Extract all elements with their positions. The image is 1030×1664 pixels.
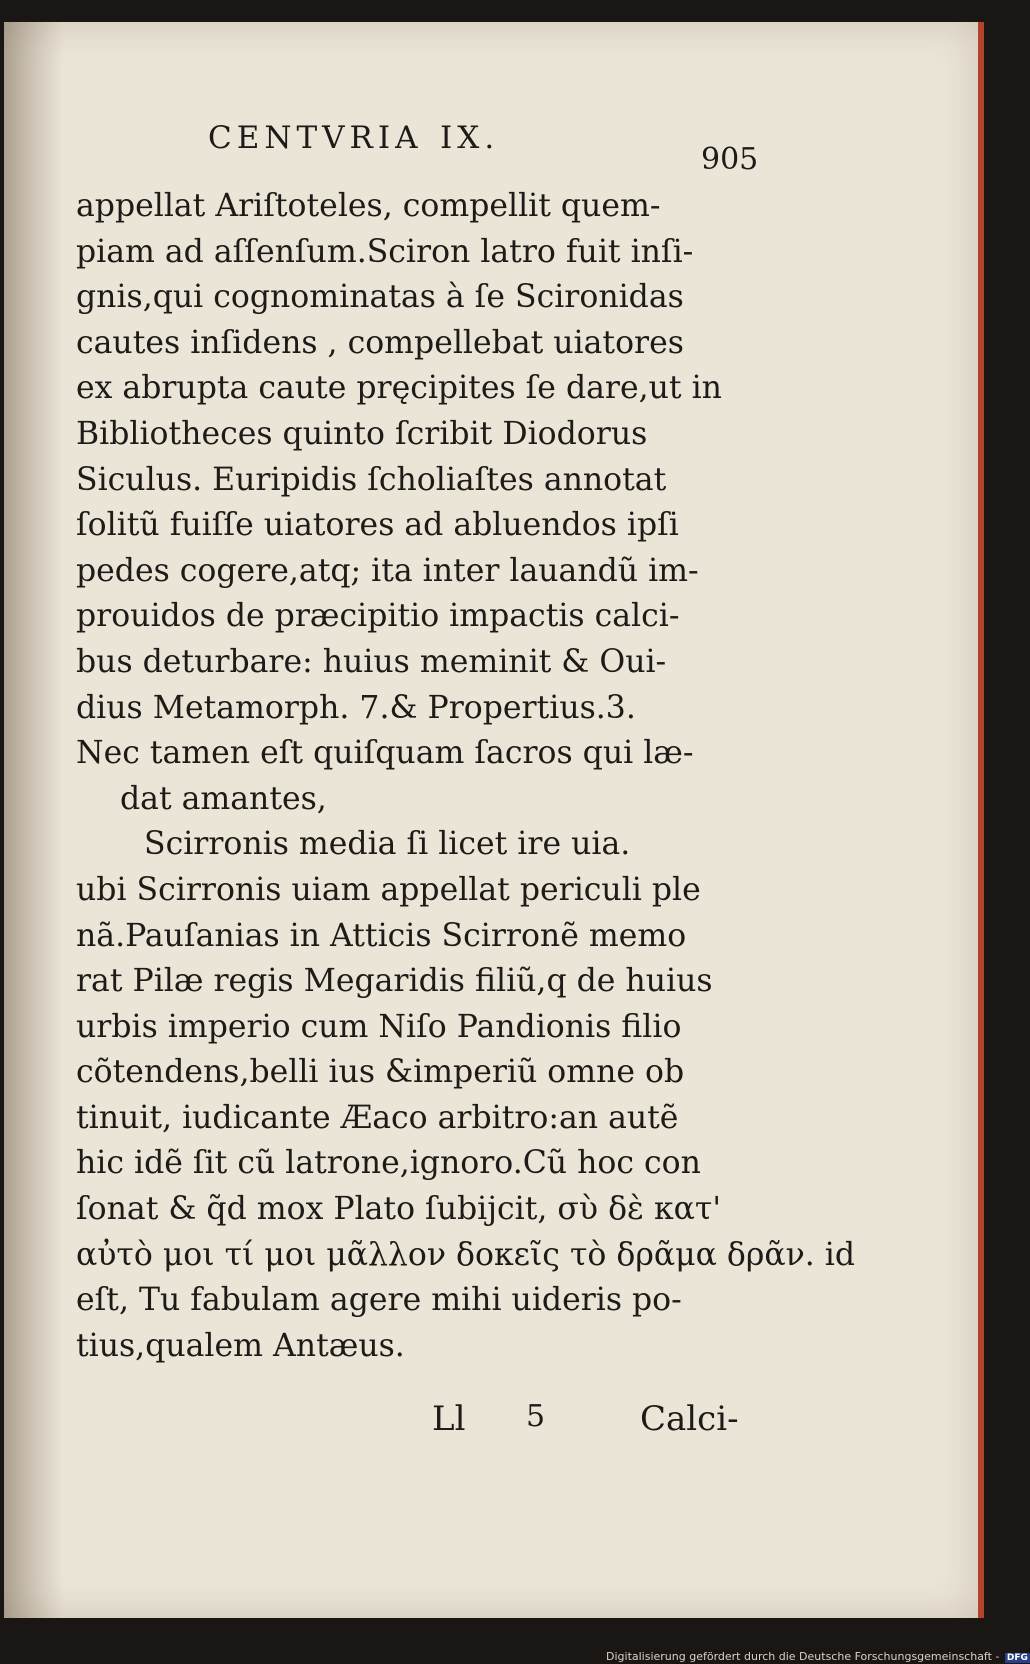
text-line: αὐτὸ μοι τί μοι μᾶλλον δοκεῖς τὸ δρᾶμα δρᾶν. id [76, 1236, 856, 1273]
text-line: cõtendens,belli ius &imperiũ omne ob [76, 1054, 685, 1091]
text-line: Siculus. Euripidis ſcholiaſtes annotat [76, 461, 667, 498]
text-line: hic idẽ ſit cũ latrone,ignoro.Cũ hoc con [76, 1145, 701, 1182]
text-line: dius Metamorph. 7.& Propertius.3. [76, 689, 636, 726]
verse-line: Nec tamen eſt quiſquam ſacros qui læ- [76, 735, 694, 772]
catchword: Calci- [640, 1399, 739, 1439]
text-line: bus deturbare: huius meminit & Oui- [76, 643, 667, 680]
text-line: tinuit, iudicante Æaco arbitro:an autẽ [76, 1099, 679, 1136]
text-line: tius,qualem Antæus. [76, 1327, 405, 1364]
text-line: eſt, Tu fabulam agere mihi uideris po- [76, 1282, 682, 1319]
body-text [76, 184, 856, 1369]
text-line: urbis imperio cum Niſo Pandionis filio [76, 1008, 682, 1045]
text-line: appellat Ariſtoteles, compellit quem- [76, 188, 661, 224]
folio-number: 905 [701, 142, 759, 177]
verse-line-continuation: dat amantes, [120, 780, 327, 817]
text-line: piam ad aſſenſum.Sciron latro fuit inſi- [76, 233, 694, 270]
book-page [4, 22, 984, 1618]
text-line: ſolitũ fuiſſe uiatores ad abluendos ipſi [76, 507, 679, 544]
text-line: prouidos de præcipitio impactis calci- [76, 598, 680, 635]
text-line: rat Pilæ regis Megaridis filiũ,q de huius [76, 963, 713, 1000]
verse-line: Scirronis media ſi licet ire uia. [144, 826, 631, 863]
text-line: ubi Scirronis uiam appellat periculi ple [76, 871, 701, 908]
text-line: ex abrupta caute pręcipites ſe dare,ut in [76, 370, 722, 407]
text-line: cautes inſidens , compellebat uiatores [76, 324, 684, 361]
signature-letters: Ll [432, 1399, 466, 1439]
text-line: Bibliotheces quinto ſcribit Diodorus [76, 415, 648, 452]
signature-number: 5 [526, 1399, 546, 1434]
text-line: gnis,qui cognominatas à ſe Scironidas [76, 279, 684, 316]
dfg-logo: DFG [1006, 1653, 1028, 1663]
digitization-credit [606, 1650, 1030, 1663]
text-line: pedes cogere,atq; ita inter lauandũ im- [76, 552, 699, 589]
credit-text: Digitalisierung gefördert durch die Deutsche Forschungsgemeinschaft - [606, 1650, 1000, 1663]
text-line: nã.Pauſanias in Atticis Scirronẽ memo [76, 917, 687, 954]
century-number: IX. [440, 120, 500, 156]
text-line: ſonat & q̃d mox Plato ſubijcit, σὺ δὲ κατ' [76, 1191, 721, 1228]
running-title: CENTVRIA [208, 120, 423, 156]
spine-shadow [4, 22, 64, 1618]
